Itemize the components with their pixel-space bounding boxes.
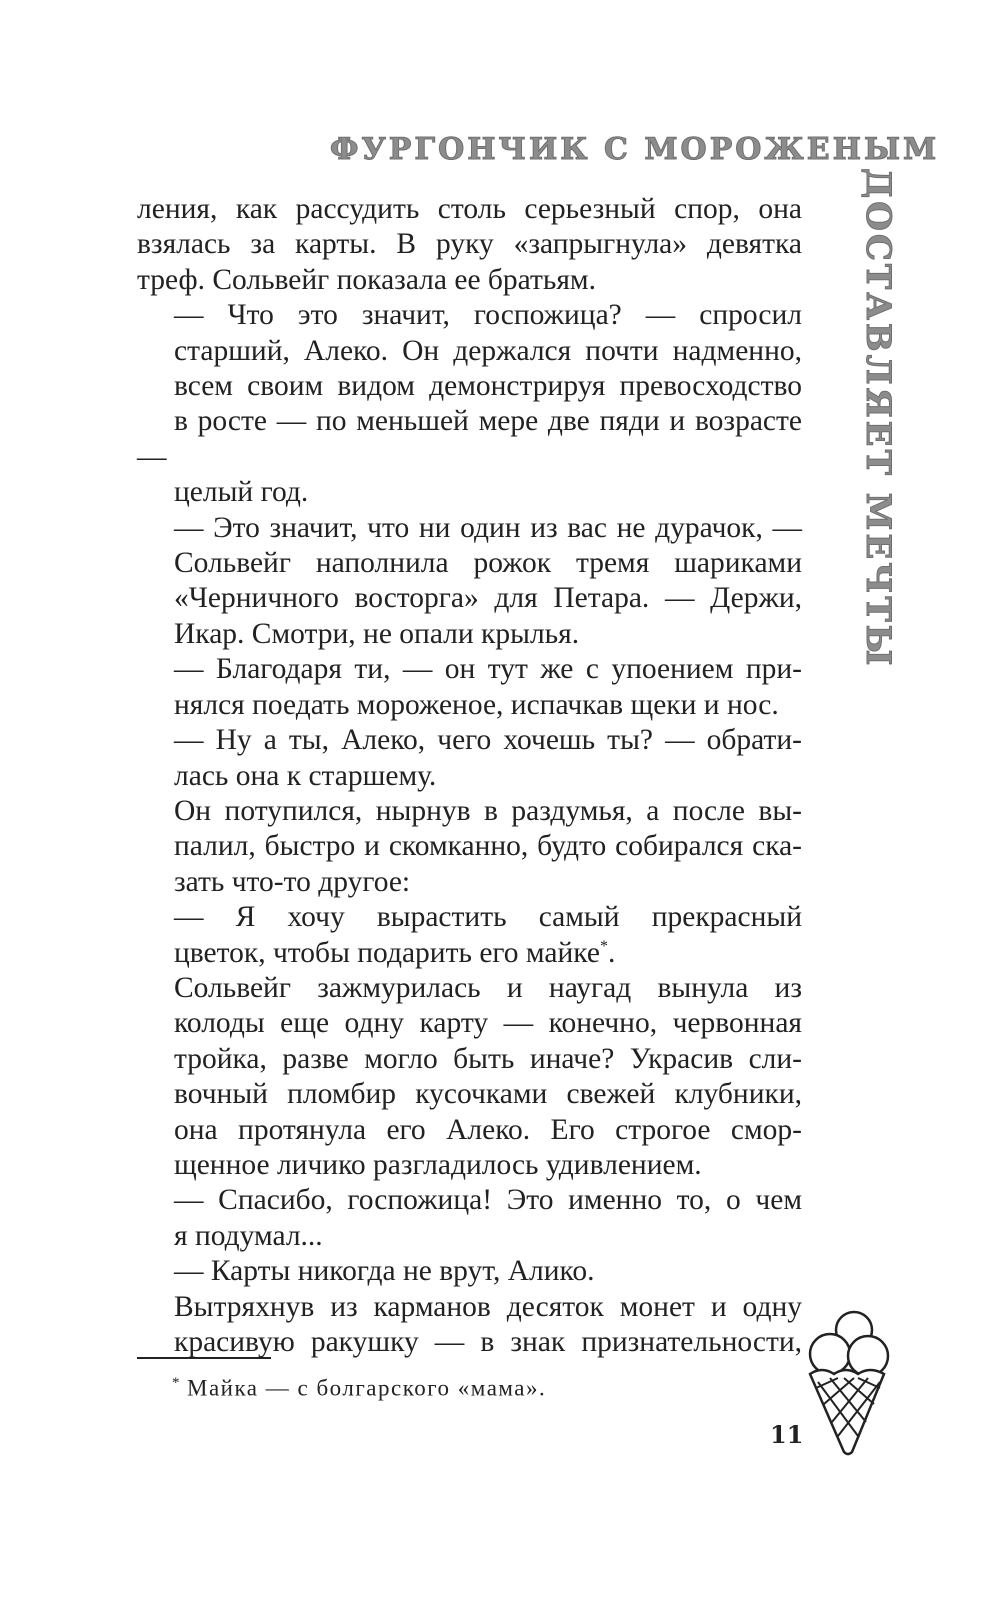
paragraph — [137, 652, 802, 723]
running-header-side-title: ДОСТАВЛЯЕТ МЕЧТЫ — [858, 168, 898, 669]
paragraph — [137, 1183, 802, 1254]
paragraph — [137, 794, 802, 900]
text-line: палил, быстро и скомканно, будто собирался ска- — [174, 830, 802, 863]
text-line: старший, Алеко. Он держался почти надменно, — [174, 334, 802, 367]
paragraph — [137, 192, 802, 298]
text-line: — Ну а ты, Алеко, чего хочешь ты? — обрати- — [174, 724, 802, 757]
text-line: целый год. — [174, 476, 309, 509]
text-line: Икар. Смотри, не опали крылья. — [174, 617, 580, 650]
text-line: всем своим видом демонстрируя превосходство — [174, 370, 802, 403]
text-line: — Это значит, что ни один из вас не дурачок, — — [174, 511, 802, 544]
text-line: — Благодаря ти, — он тут же с упоением при- — [174, 653, 802, 686]
body-text — [137, 192, 802, 1360]
paragraph — [137, 1254, 802, 1289]
text-line: — Что это значит, госпожица? — спросил — [174, 299, 802, 332]
text-line: Сольвейг наполнила рожок тремя шариками — [174, 547, 802, 580]
text-line: цветок, чтобы подарить его майке*. — [174, 936, 616, 969]
line-tail: . — [607, 936, 616, 969]
paragraph — [137, 298, 802, 510]
paragraph — [137, 1290, 802, 1361]
text-line: колоды еще одну карту — конечно, червонная — [174, 1007, 802, 1040]
page-number: 11 — [770, 1420, 804, 1449]
text-line: Сольвейг зажмурилась и наугад вынула из — [174, 971, 802, 1004]
text-line: красивую ракушку — в знак признательности, — [174, 1326, 802, 1358]
text-line: щенное личико разгладилось удивлением. — [174, 1148, 702, 1181]
text-line: треф. Сольвейг показала ее братьям. — [137, 263, 596, 296]
paragraph — [137, 511, 802, 653]
text-line: — Карты никогда не врут, Алико. — [174, 1255, 595, 1288]
footnote-reference: * — [599, 937, 608, 955]
running-header-title: ФУРГОНЧИК С МОРОЖЕНЫМ — [330, 132, 940, 167]
text-line: нялся поедать мороженое, испачкав щеки и нос. — [174, 688, 779, 721]
text-line: Он потупился, нырнув в раздумья, а после вы- — [174, 794, 802, 827]
footnote-divider — [137, 1357, 271, 1359]
text-line: лась она к старшему. — [174, 759, 437, 792]
text-line: я подумал... — [174, 1219, 323, 1252]
paragraph — [137, 900, 802, 971]
text-line: ления, как рассудить столь серьезный спор, она — [137, 193, 802, 225]
text-line: вочный пломбир кусочками свежей клубники, — [174, 1078, 802, 1111]
paragraph — [137, 971, 802, 1183]
text-line: она протянула его Алеко. Его строгое смор- — [174, 1113, 802, 1146]
text-line: — Я хочу вырастить самый прекрасный — [174, 901, 802, 934]
footnote-text: Майка — с болгарского «мама». — [187, 1375, 547, 1401]
text-line: тройка, разве могло быть иначе? Украсив сли- — [174, 1042, 802, 1075]
footnote-mark: * — [172, 1375, 181, 1391]
footnote — [172, 1368, 772, 1404]
text-line: зать что-то другое: — [174, 865, 411, 898]
text-line: взялась за карты. В руку «запрыгнула» девятка — [137, 228, 802, 261]
text-line: «Черничного восторга» для Петара. — Держи, — [174, 582, 802, 615]
paragraph — [137, 723, 802, 794]
text-line: Вытряхнув из карманов десяток монет и одну — [174, 1290, 802, 1323]
text-line: — Спасибо, госпожица! Это именно то, о чем — [174, 1184, 802, 1217]
text-line: в росте — по меньшей мере две пяди и возрасте — — [137, 405, 802, 473]
